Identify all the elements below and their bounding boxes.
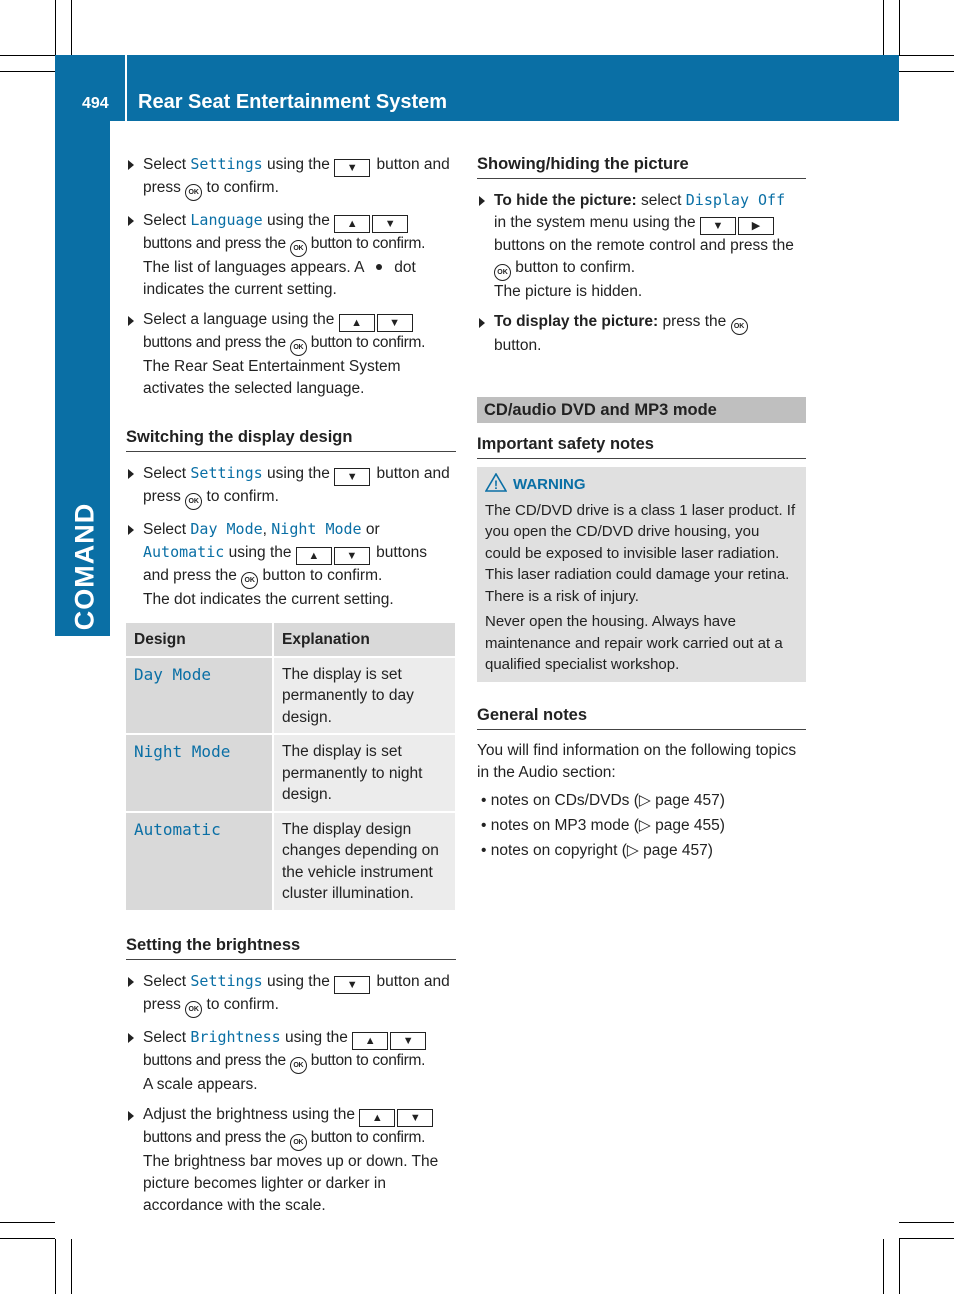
ok-button-icon: OK xyxy=(290,240,307,257)
ok-button-icon: OK xyxy=(494,264,511,281)
section-heading: Setting the brightness xyxy=(126,934,456,960)
step: To display the picture: press the OK button. xyxy=(477,311,806,357)
warning-box xyxy=(477,467,806,682)
warning-triangle-icon xyxy=(485,473,507,492)
crop-mark xyxy=(0,71,55,72)
up-key-icon: ▲ xyxy=(296,547,332,565)
ok-button-icon: OK xyxy=(185,184,202,201)
step: Select Settings using the ▼ button and press OK to confirm. xyxy=(126,970,456,1018)
left-column xyxy=(126,153,456,1225)
crop-mark xyxy=(0,1222,55,1223)
step-arrow-icon xyxy=(128,469,134,479)
step-arrow-icon xyxy=(128,160,134,170)
ok-button-icon: OK xyxy=(290,1134,307,1151)
step: Select Brightness using the ▲ ▼ buttons and press the OK button to confirm. A scale appears. xyxy=(126,1026,456,1096)
table-row xyxy=(126,734,455,812)
warning-text: Never open the housing. Always have maintenance and repair work carried out at a qualified specialist workshop. xyxy=(485,613,783,673)
list-item: • notes on CDs/DVDs (▷ page 457) xyxy=(481,791,725,809)
warning-text: The CD/DVD drive is a class 1 laser product. If you open the CD/DVD drive housing, you could be exposed to invisible laser radiation. This laser radiation could damage your retina. There is a risk of injury. xyxy=(485,501,796,605)
right-key-icon: ▶ xyxy=(738,217,774,235)
step: To hide the picture: select Display Off in the system menu using the ▼ ▶ buttons on the remote control and press the OK button to confirm. The picture is hidden. xyxy=(477,189,806,303)
up-key-icon: ▲ xyxy=(359,1109,395,1127)
step: Select Settings using the ▼ button and press OK to confirm. xyxy=(126,153,456,201)
step-arrow-icon xyxy=(128,216,134,226)
down-key-icon: ▼ xyxy=(334,547,370,565)
section-bar: CD/audio DVD and MP3 mode xyxy=(477,397,806,423)
side-tab-label: COMAND xyxy=(69,502,100,631)
section-heading: Important safety notes xyxy=(477,433,806,459)
list-item: • notes on copyright (▷ page 457) xyxy=(481,841,713,859)
crop-mark xyxy=(899,0,900,55)
explanation-cell: The display is set permanently to day design. xyxy=(273,657,455,735)
section-heading: Showing/hiding the picture xyxy=(477,153,806,179)
table-header: Explanation xyxy=(273,623,455,657)
side-tab xyxy=(55,121,110,636)
down-key-icon: ▼ xyxy=(334,468,370,486)
crop-mark xyxy=(899,1239,900,1294)
ok-button-icon: OK xyxy=(241,572,258,589)
explanation-cell: The display is set permanently to night design. xyxy=(273,734,455,812)
crop-mark xyxy=(0,55,55,56)
section-heading: Switching the display design xyxy=(126,426,456,452)
up-key-icon: ▲ xyxy=(339,314,375,332)
down-key-icon: ▼ xyxy=(700,217,736,235)
crop-mark xyxy=(899,1222,954,1223)
svg-text:!: ! xyxy=(494,478,498,492)
down-key-icon: ▼ xyxy=(334,159,370,177)
crop-mark xyxy=(883,1239,884,1294)
step: Select Day Mode, Night Mode or Automatic using the ▲ ▼ buttons and press the OK button to confirm. The dot indicates the current setting. xyxy=(126,518,456,611)
step-arrow-icon xyxy=(479,196,485,206)
crop-mark xyxy=(899,71,954,72)
page-number: 494 xyxy=(82,95,109,112)
table-header-row xyxy=(126,623,455,657)
crop-mark xyxy=(0,1238,55,1239)
section-heading: General notes xyxy=(477,704,806,730)
up-key-icon: ▲ xyxy=(334,215,370,233)
step-arrow-icon xyxy=(128,316,134,326)
step-arrow-icon xyxy=(128,525,134,535)
warning-title: WARNING xyxy=(513,476,586,493)
design-cell: Day Mode xyxy=(134,664,212,684)
table-header: Design xyxy=(126,623,273,657)
step: Select Language using the ▲ ▼ buttons and press the OK button to confirm. The list of languages appears. A dot indicates the current setting. xyxy=(126,209,456,301)
design-cell: Night Mode xyxy=(134,742,231,761)
up-key-icon: ▲ xyxy=(352,1032,388,1050)
dot-icon xyxy=(376,264,382,270)
display-design-table xyxy=(126,623,455,912)
ok-button-icon: OK xyxy=(290,339,307,356)
step-arrow-icon xyxy=(128,977,134,987)
crop-mark xyxy=(883,0,884,55)
explanation-cell: The display design changes depending on the vehicle instrument cluster illumination. xyxy=(273,812,455,911)
crop-mark xyxy=(55,0,56,55)
ok-button-icon: OK xyxy=(290,1057,307,1074)
down-key-icon: ▼ xyxy=(372,215,408,233)
crop-mark xyxy=(71,1239,72,1294)
ok-button-icon: OK xyxy=(185,1001,202,1018)
down-key-icon: ▼ xyxy=(390,1032,426,1050)
crop-mark xyxy=(71,0,72,55)
step: Select Settings using the ▼ button and press OK to confirm. xyxy=(126,462,456,510)
down-key-icon: ▼ xyxy=(377,314,413,332)
page-title: Rear Seat Entertainment System xyxy=(138,91,448,113)
step-arrow-icon xyxy=(128,1033,134,1043)
right-column xyxy=(477,153,806,865)
crop-mark xyxy=(55,1239,56,1294)
design-cell: Automatic xyxy=(134,819,221,839)
general-intro: You will find information on the following topics in the Audio section: xyxy=(477,741,797,781)
list-item: • notes on MP3 mode (▷ page 455) xyxy=(481,816,725,834)
ok-button-icon: OK xyxy=(185,493,202,510)
step: Select a language using the ▲ ▼ buttons and press the OK button to confirm. The Rear Seat Entertainment System activates the selected language. xyxy=(126,309,456,400)
crop-mark xyxy=(899,55,954,56)
step: Adjust the brightness using the ▲ ▼ buttons and press the OK button to confirm. The brightness bar moves up or down. The picture becomes lighter or darker in accordance with the scale. xyxy=(126,1104,456,1217)
down-key-icon: ▼ xyxy=(334,976,370,994)
table-row xyxy=(126,812,455,911)
crop-mark xyxy=(899,1238,954,1239)
table-row xyxy=(126,657,455,735)
header-divider xyxy=(125,55,127,121)
page-header xyxy=(55,55,899,121)
ok-button-icon: OK xyxy=(731,318,748,335)
step-arrow-icon xyxy=(479,318,485,328)
step-arrow-icon xyxy=(128,1111,134,1121)
down-key-icon: ▼ xyxy=(397,1109,433,1127)
